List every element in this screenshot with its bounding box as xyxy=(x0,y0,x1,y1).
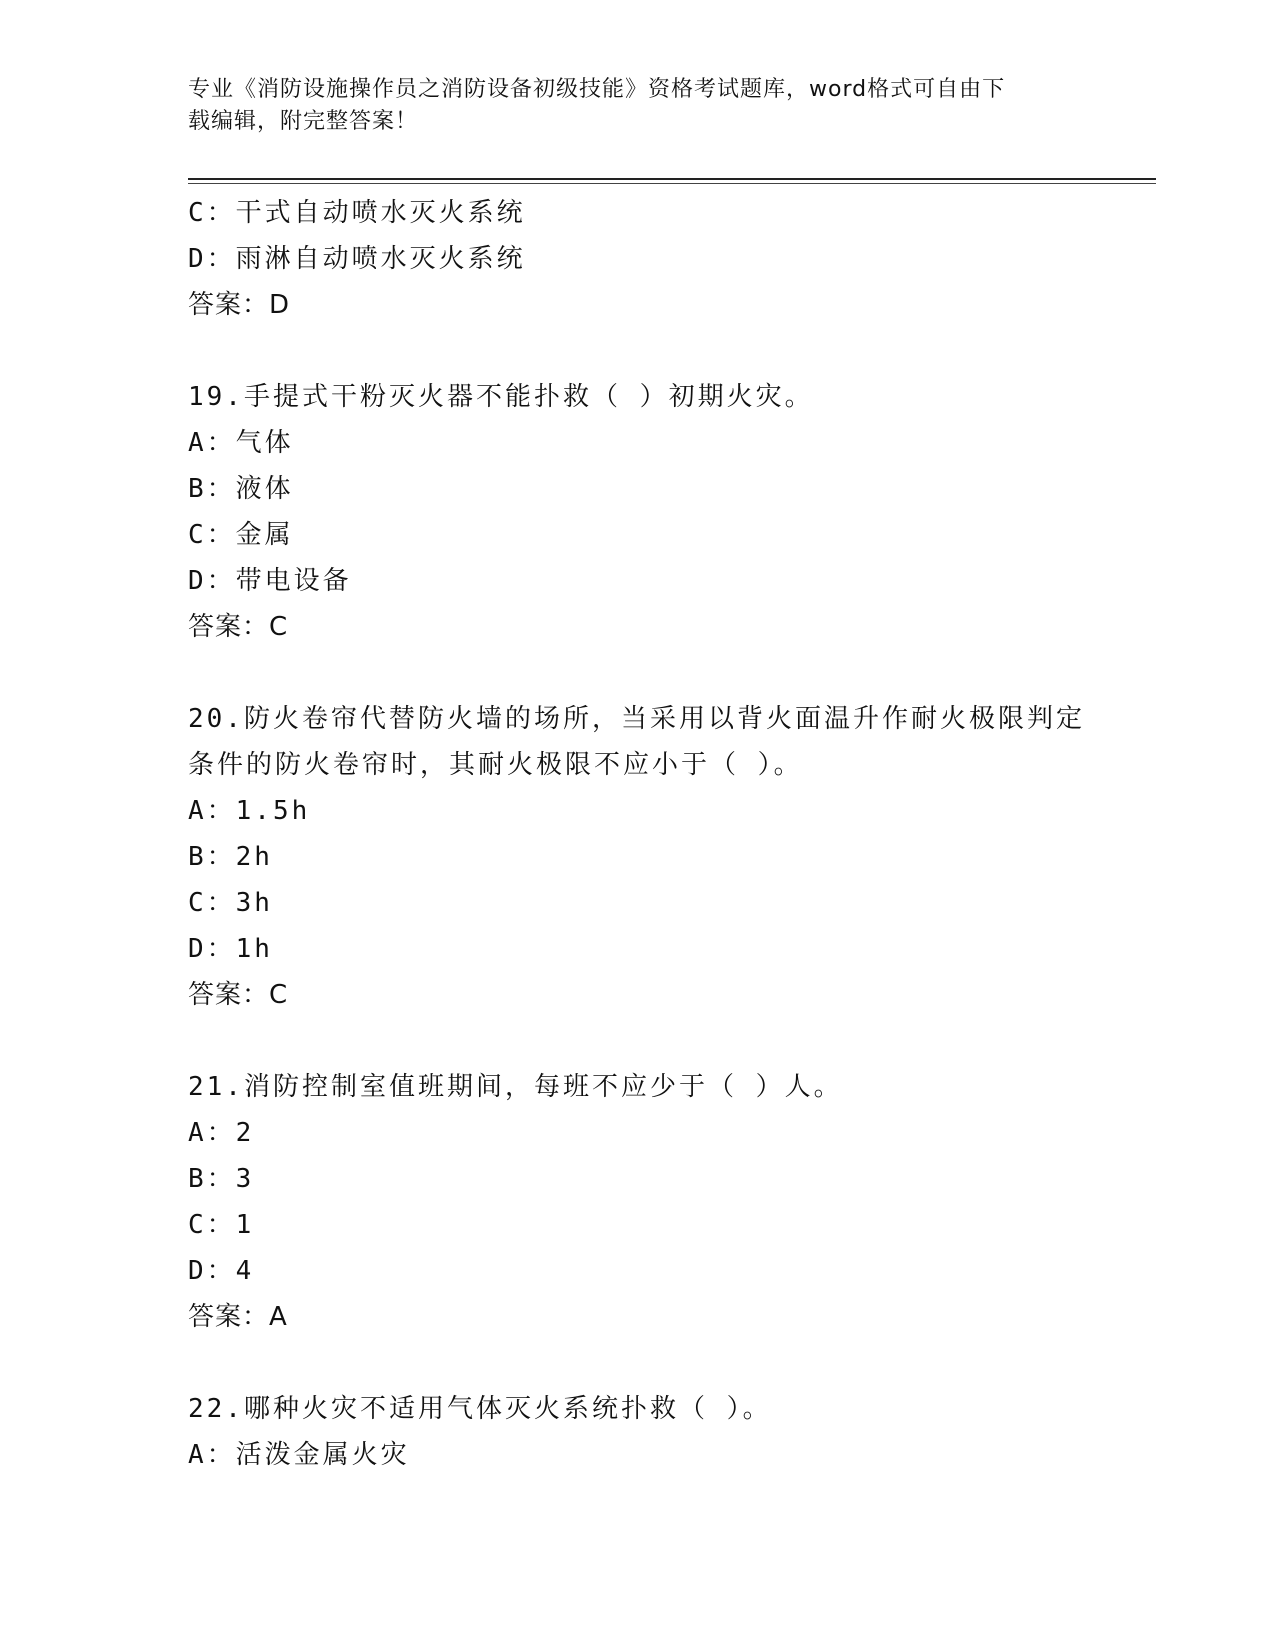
option-d: D：4 xyxy=(188,1256,255,1286)
option-b: B：3 xyxy=(188,1164,255,1194)
option-c: C：金属 xyxy=(188,520,294,550)
spacer xyxy=(188,1340,1088,1386)
option-d: D：雨淋自动喷水灭火系统 xyxy=(188,244,526,274)
header-divider-thick xyxy=(188,178,1156,180)
question-20 xyxy=(188,696,1088,1018)
option-c: C：3h xyxy=(188,888,273,918)
document-header xyxy=(188,74,1088,138)
option-d: D：1h xyxy=(188,934,273,964)
header-line-2: 载编辑，附完整答案！ xyxy=(188,109,419,134)
answer-label: 答案：D xyxy=(188,290,291,320)
option-c: C：1 xyxy=(188,1210,255,1240)
question-continued xyxy=(188,190,1088,328)
question-text: 19.手提式干粉灭火器不能扑救（ ）初期火灾。 xyxy=(188,382,814,412)
question-22 xyxy=(188,1386,1088,1478)
answer-label: 答案：A xyxy=(188,1302,288,1332)
question-text: 21.消防控制室值班期间，每班不应少于（ ）人。 xyxy=(188,1072,843,1102)
option-c: C：干式自动喷水灭火系统 xyxy=(188,198,526,228)
option-b: B：液体 xyxy=(188,474,294,504)
spacer xyxy=(188,328,1088,374)
option-d: D：带电设备 xyxy=(188,566,352,596)
question-19 xyxy=(188,374,1088,650)
answer-label: 答案：C xyxy=(188,980,289,1010)
question-text-line-2: 条件的防火卷帘时，其耐火极限不应小于（ ）。 xyxy=(188,750,803,780)
option-a: A：1.5h xyxy=(188,796,311,826)
question-text: 22.哪种火灾不适用气体灭火系统扑救（ ）。 xyxy=(188,1394,772,1424)
option-a: A：气体 xyxy=(188,428,294,458)
question-list xyxy=(188,190,1088,1478)
spacer xyxy=(188,1018,1088,1064)
question-text-line-1: 20.防火卷帘代替防火墙的场所，当采用以背火面温升作耐火极限判定 xyxy=(188,704,1085,734)
header-line-1: 专业《消防设施操作员之消防设备初级技能》资格考试题库，word格式可自由下 xyxy=(188,77,1006,102)
option-b: B：2h xyxy=(188,842,273,872)
spacer xyxy=(188,650,1088,696)
answer-label: 答案：C xyxy=(188,612,289,642)
option-a: A：活泼金属火灾 xyxy=(188,1440,410,1470)
question-21 xyxy=(188,1064,1088,1340)
header-divider-thin xyxy=(188,183,1156,184)
option-a: A：2 xyxy=(188,1118,255,1148)
